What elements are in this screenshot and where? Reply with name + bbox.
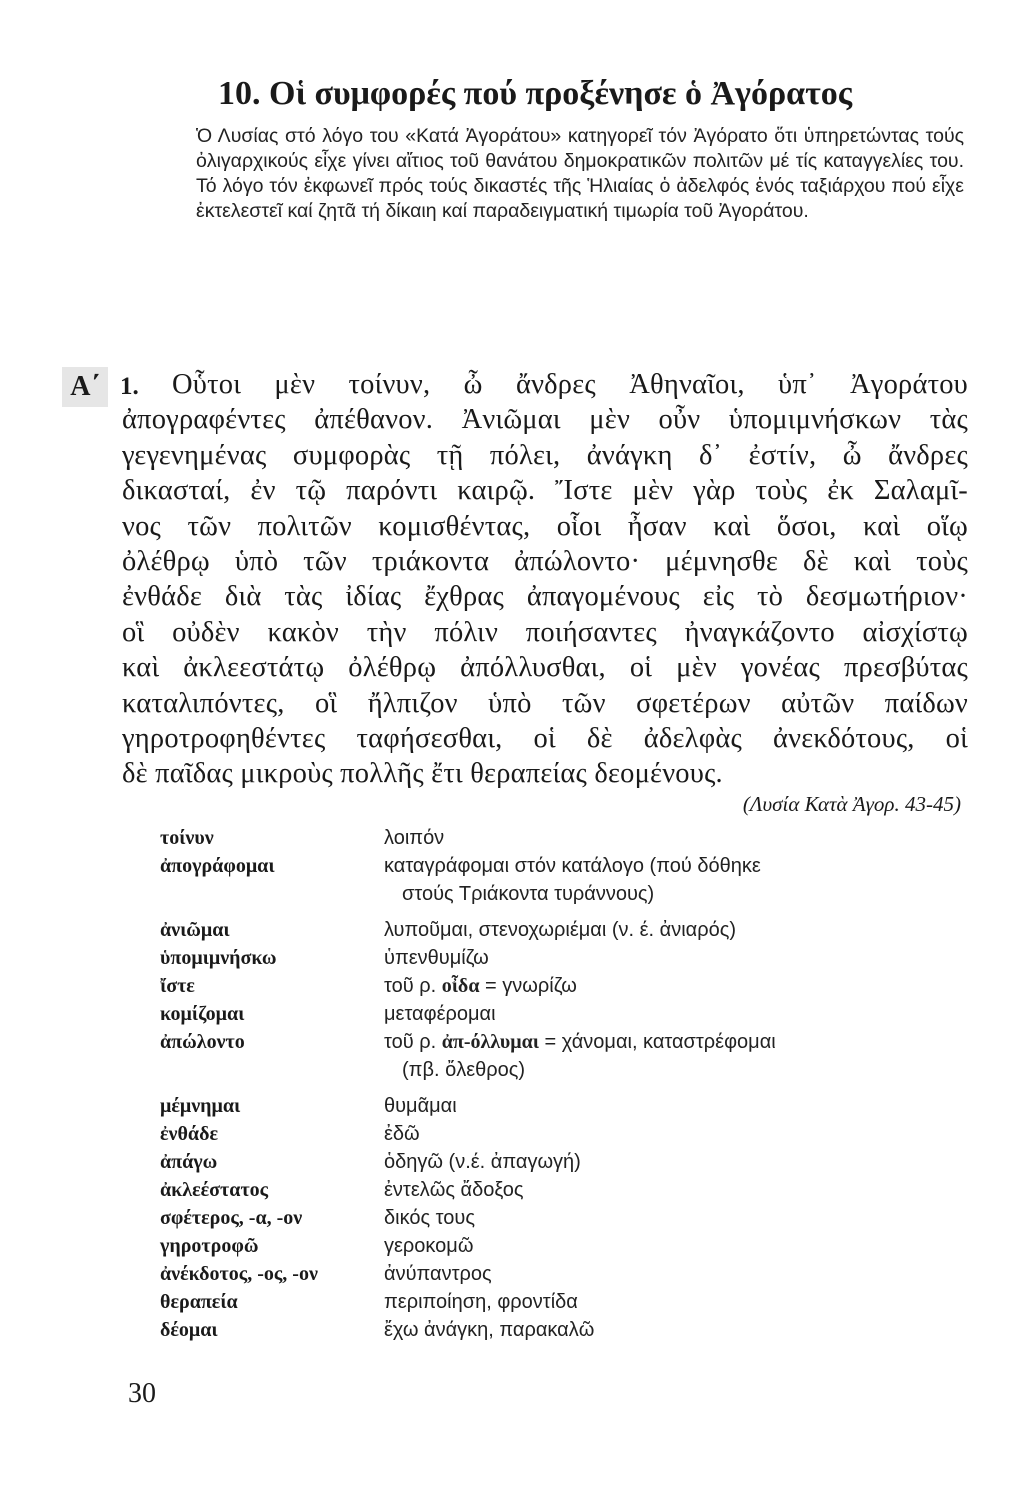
glossary-def-headword: οἶδα (441, 975, 480, 997)
glossary-entry (160, 1000, 940, 1028)
glossary-definition: περιποίηση, φροντίδα (384, 1291, 578, 1313)
glossary-term: σφέτερος, -α, -ον (160, 1207, 303, 1229)
glossary-definition: θυμᾶμαι (384, 1095, 457, 1117)
glossary-term: θεραπεία (160, 1291, 238, 1313)
glossary-entry (160, 1028, 940, 1084)
glossary-term: ἀκλεέστατος (160, 1179, 269, 1201)
glossary-entry (160, 1092, 940, 1120)
glossary-definition-continuation: (πβ. ὄλεθρος) (402, 1059, 526, 1081)
glossary-entry (160, 1260, 940, 1288)
glossary-term: γηροτροφῶ (160, 1235, 259, 1257)
glossary-def-suffix: = γνωρίζω (485, 975, 577, 997)
glossary-entry (160, 1316, 940, 1344)
glossary-def-prefix: τοῦ ρ. (384, 1031, 437, 1053)
glossary-definition: ἐντελῶς ἄδοξος (384, 1179, 524, 1201)
glossary-def-headword: ἀπ-όλλυμαι (441, 1031, 539, 1053)
text-line: γηροτροφηθέντες ταφήσεσθαι, οἱ δὲ ἀδελφὰς ἀνεκδότους, οἱ (122, 722, 968, 754)
glossary-term: ἀνιῶμαι (160, 919, 230, 941)
glossary-definition-continuation: στούς Τριάκοντα τυράννους) (402, 883, 655, 905)
glossary-definition: μεταφέρομαι (384, 1003, 496, 1025)
glossary-definition-line: καταγράφομαι στόν κατάλογο (πού δόθηκε (384, 855, 761, 877)
glossary-entry (160, 972, 940, 1000)
paragraph-number: 1. (120, 373, 139, 400)
text-line: καὶ ἀκλεεστάτῳ ὀλέθρῳ ἀπόλλυσθαι, οἱ μὲν γονέας πρεσβύτας (122, 652, 968, 684)
glossary-term: ἀνέκδοτος, -ος, -ον (160, 1263, 318, 1285)
glossary-term: ἀπώλοντο (160, 1031, 245, 1053)
glossary-entry (160, 1176, 940, 1204)
glossary-definition: λυποῦμαι, στενοχωριέμαι (ν. έ. ἀνιαρός) (384, 919, 736, 941)
glossary-term: ὑπομιμνήσκω (160, 947, 277, 969)
text-line: ἀπογραφέντες ἀπέθανον. Ἀνιῶμαι μὲν οὖν ὑπομιμνήσκων τὰς (122, 404, 968, 436)
glossary-term: μέμνημαι (160, 1095, 241, 1117)
chapter-introduction: Ὁ Λυσίας στό λόγο του «Κατά Ἀγοράτου» κατηγορεῖ τόν Ἀγόρατο ὅτι ὑπηρετώντας τούς ὀλιγαρχικούς εἶχε γίνει αἴτιος τοῦ θανάτου δημοκρατικῶν πολιτῶν μέ τίς καταγγελίες του. Τό λόγο τόν ἐκφωνεῖ πρός τούς δικαστές τῆς Ἡλιαίας ὁ ἀδελφός ἑνός ταξιάρχου πού εἶχε ἐκτελεστεῖ καί ζητᾶ τή δίκαιη καί παραδειγματική τιμωρία τοῦ Ἀγοράτου. (196, 125, 964, 222)
text-line: οἳ οὐδὲν κακὸν τὴν πόλιν ποιήσαντες ἠναγκάζοντο αἰσχίστῳ (122, 616, 968, 648)
chapter-title: 10. Οἱ συμφορές πού προξένησε ὁ Ἀγόρατος (218, 75, 853, 112)
glossary-term: κομίζομαι (160, 1003, 245, 1025)
text-line: καταλιπόντες, οἳ ἤλπιζον ὑπὸ τῶν σφετέρων αὐτῶν παίδων (122, 687, 968, 719)
glossary-definition: ὁδηγῶ (ν.έ. ἀπαγωγή) (384, 1151, 581, 1173)
glossary-entry (160, 916, 940, 944)
glossary-term: ἐνθάδε (160, 1123, 219, 1145)
glossary-definition (384, 852, 940, 908)
text-line: ὀλέθρῳ ὑπὸ τῶν τριάκοντα ἀπώλοντο· μέμνησθε δὲ καὶ τοὺς (122, 545, 968, 577)
glossary-term: ἴστε (160, 975, 195, 997)
glossary-definition (384, 1028, 940, 1084)
glossary-entry (160, 944, 940, 972)
text-line: δὲ παῖδας μικροὺς πολλῆς ἔτι θεραπείας δεομένους. (122, 758, 723, 790)
text-line: γεγενημένας συμφορὰς τῇ πόλει, ἀνάγκη δ᾿ ἐστίν, ὦ ἄνδρες (122, 439, 968, 471)
glossary-term: δέομαι (160, 1319, 218, 1341)
glossary-term: τοίνυν (160, 827, 214, 849)
glossary-definition (384, 972, 940, 1000)
glossary-entry (160, 1288, 940, 1316)
glossary-def-suffix: = χάνομαι, καταστρέφομαι (544, 1031, 776, 1053)
page-number: 30 (128, 1378, 156, 1409)
section-label: Α΄ (62, 367, 108, 407)
glossary-definition-line (384, 1028, 940, 1056)
text-line: Οὗτοι μὲν τοίνυν, ὦ ἄνδρες Ἀθηναῖοι, ὑπ᾿ Ἀγοράτου (172, 369, 968, 400)
glossary-entry (160, 852, 940, 908)
glossary-term: ἀπάγω (160, 1151, 218, 1173)
glossary-definition: δικός τους (384, 1207, 475, 1229)
glossary-definition: ἐδῶ (384, 1123, 420, 1145)
glossary-def-prefix: τοῦ ρ. (384, 975, 437, 997)
glossary-definition: ὑπενθυμίζω (384, 947, 489, 969)
glossary-entry (160, 1232, 940, 1260)
glossary-entry (160, 1204, 940, 1232)
glossary-definition: ἀνύπαντρος (384, 1263, 492, 1285)
glossary-definition: λοιπόν (384, 827, 445, 849)
text-line: ἐνθάδε διὰ τὰς ἰδίας ἔχθρας ἀπαγομένους εἰς τὸ δεσμωτήριον· (122, 581, 968, 613)
text-line: νος τῶν πολιτῶν κομισθέντας, οἷοι ἦσαν καὶ ὅσοι, καὶ οἵῳ (122, 510, 968, 542)
glossary-entry (160, 1148, 940, 1176)
source-citation: (Λυσία Κατὰ Ἀγορ. 43-45) (742, 792, 961, 816)
ancient-greek-text (122, 367, 968, 792)
glossary-definition: γεροκομῶ (384, 1235, 474, 1257)
glossary-entry (160, 824, 940, 852)
glossary (160, 824, 940, 1344)
glossary-entry (160, 1120, 940, 1148)
glossary-term: ἀπογράφομαι (160, 855, 275, 877)
glossary-definition: ἔχω ἀνάγκη, παρακαλῶ (384, 1319, 595, 1341)
text-line: δικασταί, ἐν τῷ παρόντι καιρῷ. Ἴστε μὲν γὰρ τοὺς ἐκ Σαλαμῖ- (122, 475, 968, 507)
